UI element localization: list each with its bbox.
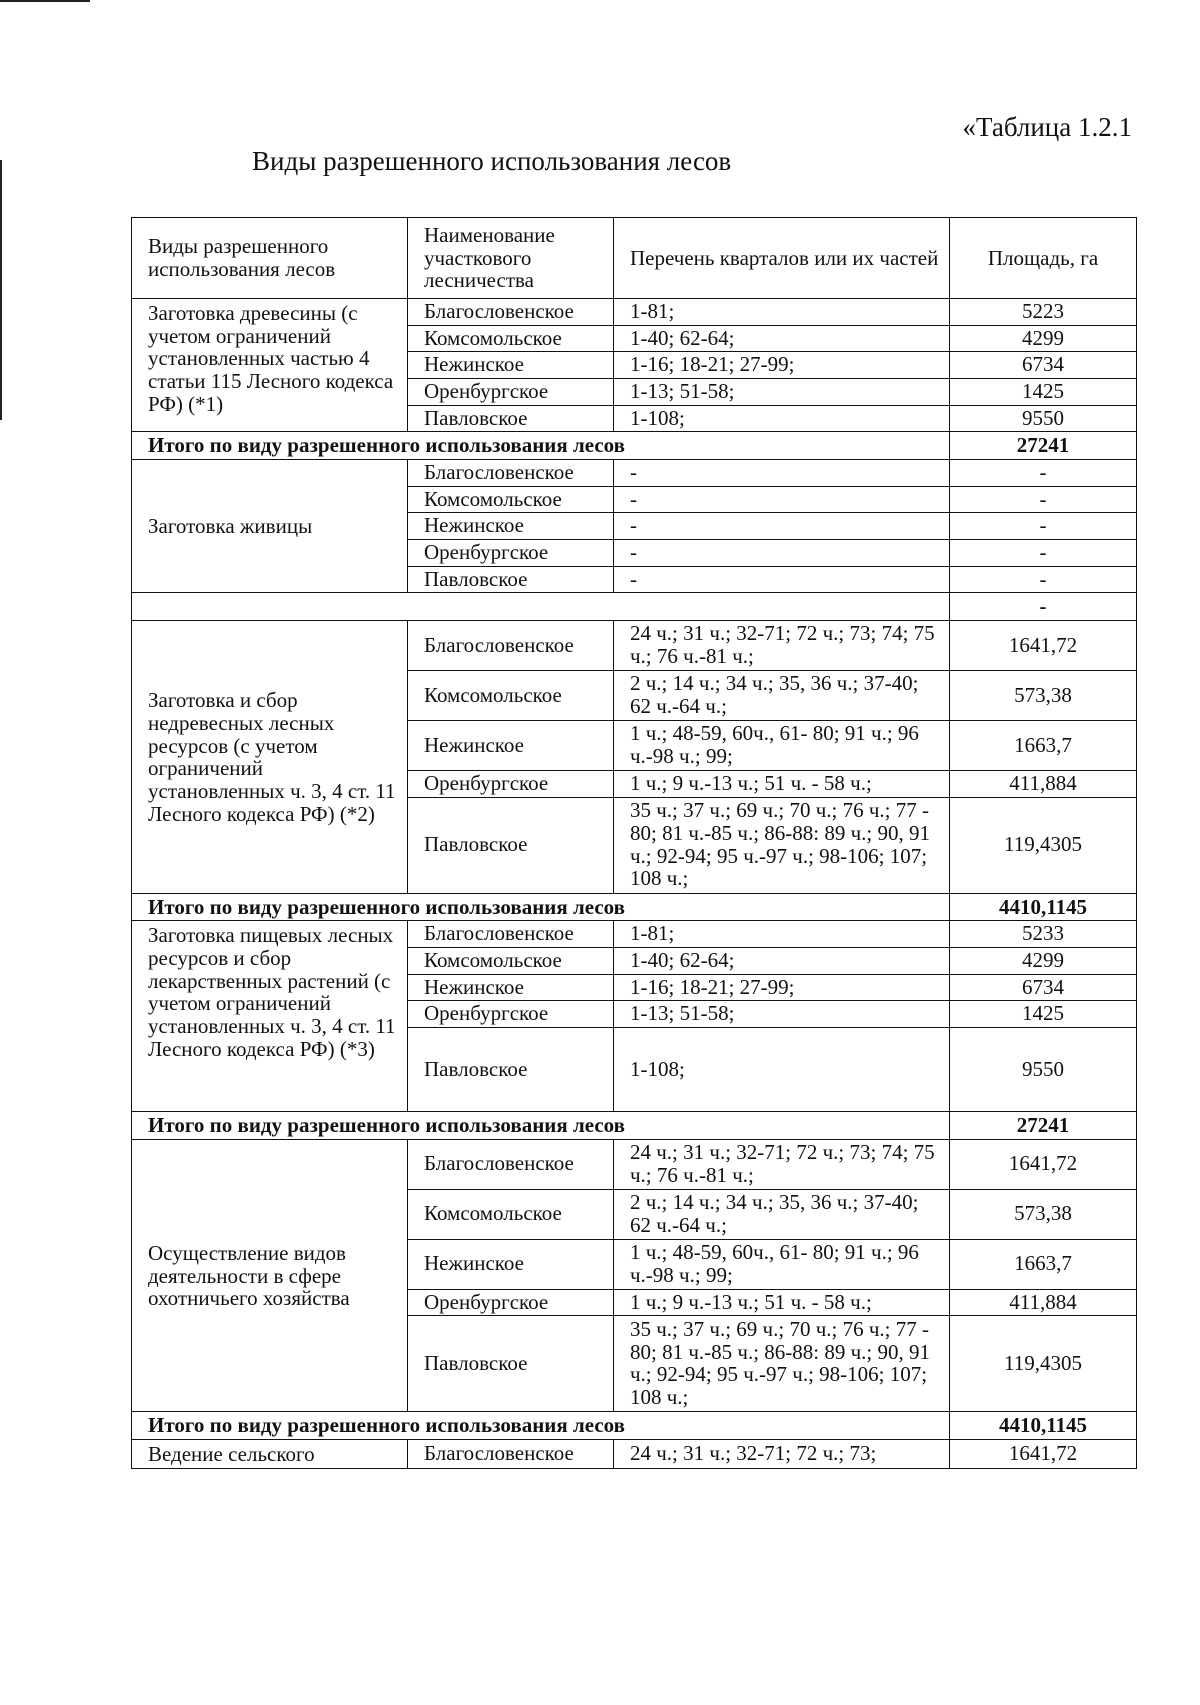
forestry-cell: Павловское: [408, 797, 614, 893]
forest-use-table: [131, 217, 1137, 1469]
area-cell: 6734: [950, 974, 1137, 1001]
header-area: Площадь, га: [950, 218, 1137, 299]
total-label: Итого по виду разрешенного использования лесов: [132, 1412, 950, 1440]
quarters-cell: 1 ч.; 48-59, 60ч., 61- 80; 91 ч.; 96 ч.-98 ч.; 99;: [614, 721, 950, 771]
total-label: Итого по виду разрешенного использования лесов: [132, 1112, 950, 1140]
total-row: [132, 1112, 1137, 1140]
forestry-cell: Оренбургское: [408, 1001, 614, 1028]
use-kind-cell: Заготовка древесины (с учетом ограничений установленных частью 4 статьи 115 Лесного кодекса РФ) (*1): [132, 299, 408, 432]
table-row: [132, 1440, 1137, 1469]
quarters-cell: 24 ч.; 31 ч.; 32-71; 72 ч.; 73;: [614, 1440, 950, 1469]
area-cell: 1641,72: [950, 621, 1137, 671]
quarters-cell: 1 ч.; 48-59, 60ч., 61- 80; 91 ч.; 96 ч.-98 ч.; 99;: [614, 1239, 950, 1289]
forestry-cell: Павловское: [408, 566, 614, 593]
table-row: [132, 460, 1137, 487]
area-cell: 5233: [950, 921, 1137, 948]
total-row: [132, 893, 1137, 921]
forestry-cell: Нежинское: [408, 352, 614, 379]
forestry-cell: Нежинское: [408, 513, 614, 540]
area-cell: 573,38: [950, 1189, 1137, 1239]
area-cell: 119,4305: [950, 1316, 1137, 1412]
forestry-cell: Оренбургское: [408, 540, 614, 567]
area-cell: 9550: [950, 405, 1137, 432]
use-kind-cell: Заготовка пищевых лесных ресурсов и сбор лекарственных растений (с учетом ограничений установленных ч. 3, 4 ст. 11 Лесного кодекса РФ) (*3): [132, 921, 408, 1112]
table-row: [132, 1139, 1137, 1189]
forestry-cell: Благословенское: [408, 1440, 614, 1469]
total-label: Итого по виду разрешенного использования лесов: [132, 893, 950, 921]
area-cell: 1425: [950, 1001, 1137, 1028]
forestry-cell: Благословенское: [408, 921, 614, 948]
table-header-row: [132, 218, 1137, 299]
area-cell: -: [950, 513, 1137, 540]
total-row: [132, 593, 1137, 621]
area-cell: 1663,7: [950, 721, 1137, 771]
area-cell: 1641,72: [950, 1440, 1137, 1469]
forestry-cell: Комсомольское: [408, 948, 614, 975]
table-row: [132, 299, 1137, 326]
total-area: 27241: [950, 432, 1137, 460]
forestry-cell: Нежинское: [408, 721, 614, 771]
area-cell: 119,4305: [950, 797, 1137, 893]
area-cell: 9550: [950, 1028, 1137, 1112]
total-row: [132, 432, 1137, 460]
total-area: 27241: [950, 1112, 1137, 1140]
area-cell: 1663,7: [950, 1239, 1137, 1289]
scan-mark-top-left: [0, 0, 90, 2]
forestry-cell: Оренбургское: [408, 379, 614, 406]
quarters-cell: 1-13; 51-58;: [614, 1001, 950, 1028]
forestry-cell: Павловское: [408, 1316, 614, 1412]
quarters-cell: -: [614, 513, 950, 540]
total-area: 4410,1145: [950, 893, 1137, 921]
header-quarters: Перечень кварталов или их частей: [614, 218, 950, 299]
quarters-cell: 1-16; 18-21; 27-99;: [614, 974, 950, 1001]
area-cell: -: [950, 486, 1137, 513]
total-area: 4410,1145: [950, 1412, 1137, 1440]
area-cell: 4299: [950, 948, 1137, 975]
quarters-cell: 35 ч.; 37 ч.; 69 ч.; 70 ч.; 76 ч.; 77 - 80; 81 ч.-85 ч.; 86-88: 89 ч.; 90, 91 ч.; 92-94; 95 ч.-97 ч.; 98-106; 107; 108 ч.;: [614, 797, 950, 893]
quarters-cell: 24 ч.; 31 ч.; 32-71; 72 ч.; 73; 74; 75 ч.; 76 ч.-81 ч.;: [614, 1139, 950, 1189]
use-kind-cell: Заготовка живицы: [132, 460, 408, 593]
area-cell: 411,884: [950, 771, 1137, 798]
use-kind-cell: Ведение сельского: [132, 1440, 408, 1469]
header-kind: Виды разрешенного использования лесов: [132, 218, 408, 299]
quarters-cell: 1-40; 62-64;: [614, 325, 950, 352]
quarters-cell: -: [614, 460, 950, 487]
area-cell: -: [950, 566, 1137, 593]
area-cell: 4299: [950, 325, 1137, 352]
area-cell: 573,38: [950, 671, 1137, 721]
quarters-cell: 1 ч.; 9 ч.-13 ч.; 51 ч. - 58 ч.;: [614, 771, 950, 798]
area-cell: 6734: [950, 352, 1137, 379]
total-row: [132, 1412, 1137, 1440]
forestry-cell: Павловское: [408, 1028, 614, 1112]
area-cell: -: [950, 540, 1137, 567]
table-reference: «Таблица 1.2.1: [962, 112, 1132, 142]
quarters-cell: 1-13; 51-58;: [614, 379, 950, 406]
forestry-cell: Комсомольское: [408, 325, 614, 352]
quarters-cell: -: [614, 566, 950, 593]
area-cell: -: [950, 460, 1137, 487]
area-cell: 5223: [950, 299, 1137, 326]
forestry-cell: Комсомольское: [408, 671, 614, 721]
total-area: -: [950, 593, 1137, 621]
quarters-cell: 1-16; 18-21; 27-99;: [614, 352, 950, 379]
quarters-cell: 1 ч.; 9 ч.-13 ч.; 51 ч. - 58 ч.;: [614, 1289, 950, 1316]
forestry-cell: Павловское: [408, 405, 614, 432]
quarters-cell: 2 ч.; 14 ч.; 34 ч.; 35, 36 ч.; 37-40; 62 ч.-64 ч.;: [614, 671, 950, 721]
total-label: Итого по виду разрешенного использования лесов: [132, 432, 950, 460]
quarters-cell: 24 ч.; 31 ч.; 32-71; 72 ч.; 73; 74; 75 ч.; 76 ч.-81 ч.;: [614, 621, 950, 671]
quarters-cell: 1-81;: [614, 921, 950, 948]
forestry-cell: Оренбургское: [408, 1289, 614, 1316]
forestry-cell: Комсомольское: [408, 1189, 614, 1239]
quarters-cell: 1-81;: [614, 299, 950, 326]
quarters-cell: 35 ч.; 37 ч.; 69 ч.; 70 ч.; 76 ч.; 77 - 80; 81 ч.-85 ч.; 86-88: 89 ч.; 90, 91 ч.; 92-94; 95 ч.-97 ч.; 98-106; 107; 108 ч.;: [614, 1316, 950, 1412]
area-cell: 411,884: [950, 1289, 1137, 1316]
quarters-cell: 1-40; 62-64;: [614, 948, 950, 975]
forestry-cell: Благословенское: [408, 1139, 614, 1189]
area-cell: 1641,72: [950, 1139, 1137, 1189]
use-kind-cell: Осуществление видов деятельности в сфере охотничьего хозяйства: [132, 1139, 408, 1412]
forestry-cell: Нежинское: [408, 974, 614, 1001]
quarters-cell: 1-108;: [614, 405, 950, 432]
total-label-empty: [132, 593, 950, 621]
scan-mark-left-edge: [0, 160, 2, 420]
table-row: [132, 621, 1137, 671]
quarters-cell: 2 ч.; 14 ч.; 34 ч.; 35, 36 ч.; 37-40; 62 ч.-64 ч.;: [614, 1189, 950, 1239]
table-row: [132, 921, 1137, 948]
forestry-cell: Благословенское: [408, 460, 614, 487]
quarters-cell: 1-108;: [614, 1028, 950, 1112]
area-cell: 1425: [950, 379, 1137, 406]
forestry-cell: Благословенское: [408, 621, 614, 671]
forestry-cell: Благословенское: [408, 299, 614, 326]
document-title: Виды разрешенного использования лесов: [252, 146, 732, 176]
header-forestry: Наименование участкового лесничества: [408, 218, 614, 299]
forestry-cell: Комсомольское: [408, 486, 614, 513]
quarters-cell: -: [614, 486, 950, 513]
quarters-cell: -: [614, 540, 950, 567]
forestry-cell: Нежинское: [408, 1239, 614, 1289]
forestry-cell: Оренбургское: [408, 771, 614, 798]
use-kind-cell: Заготовка и сбор недревесных лесных ресурсов (с учетом ограничений установленных ч. 3, 4 ст. 11 Лесного кодекса РФ) (*2): [132, 621, 408, 894]
